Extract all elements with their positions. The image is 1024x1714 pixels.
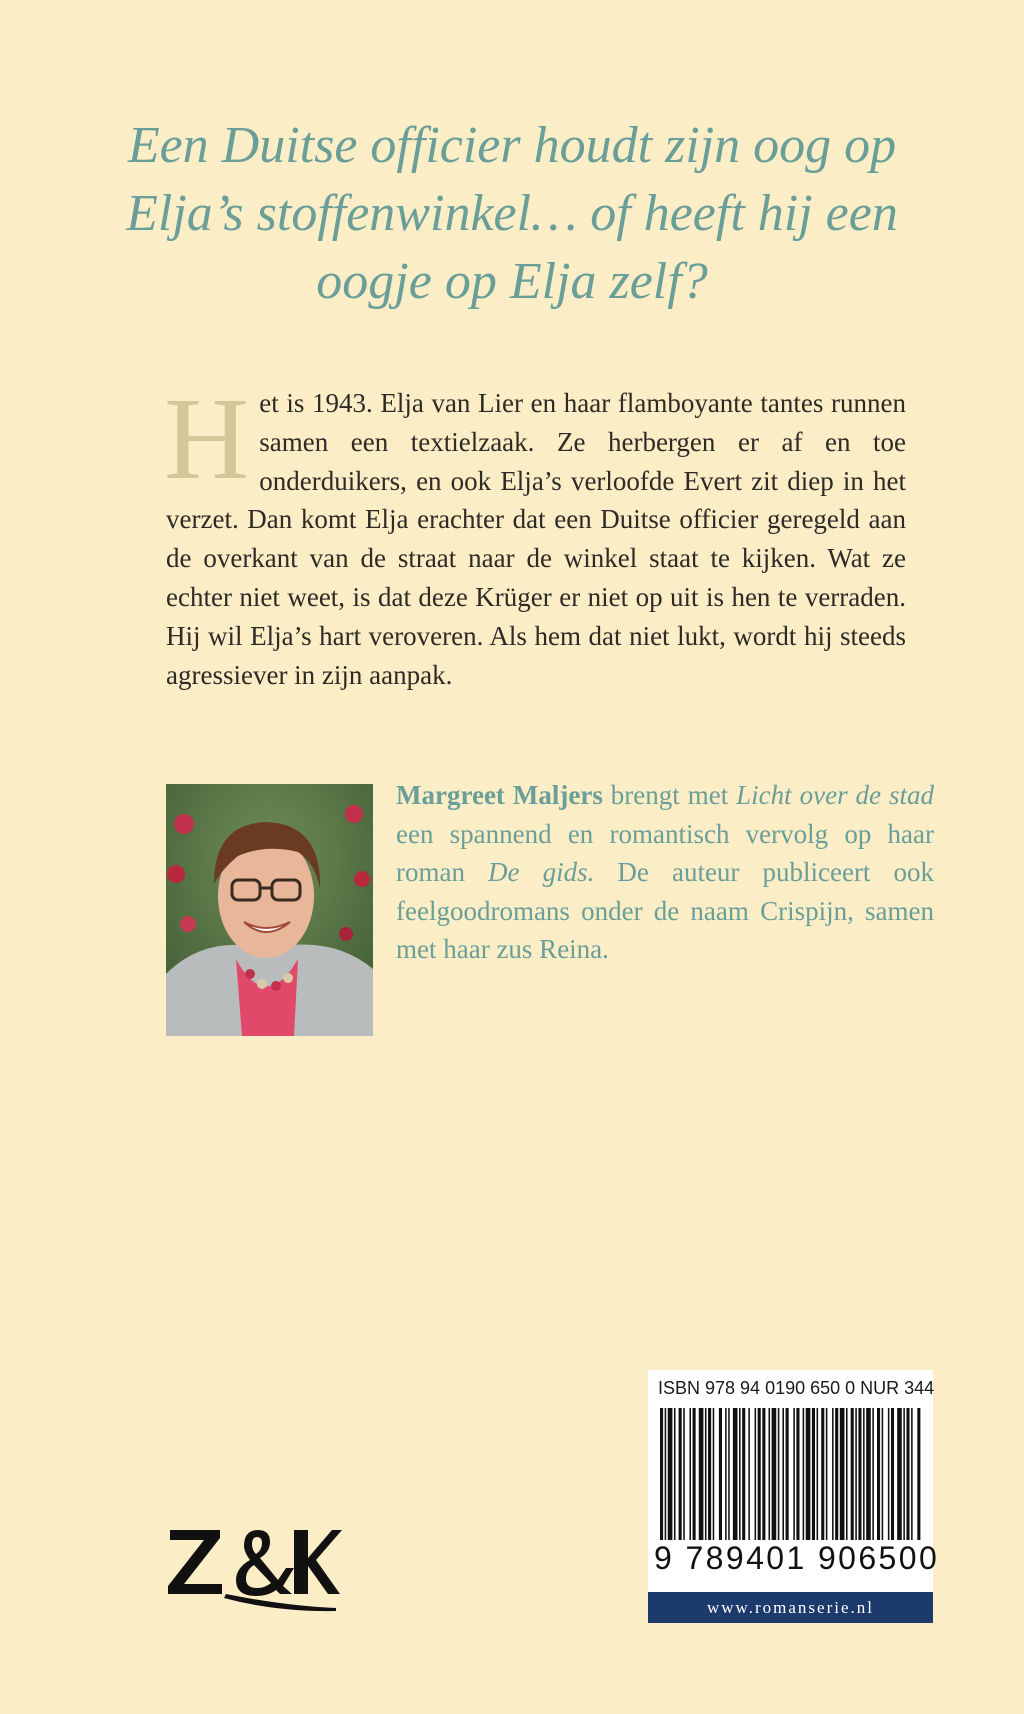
barcode-bar xyxy=(689,1408,691,1540)
website-url[interactable]: www.romanserie.nl xyxy=(648,1592,933,1623)
barcode-bar xyxy=(733,1408,738,1540)
book-title: Licht over de stad xyxy=(736,780,934,810)
barcode-bar xyxy=(793,1408,795,1540)
barcode-bar xyxy=(897,1408,902,1540)
barcode-bar xyxy=(888,1408,890,1540)
barcode-bar xyxy=(832,1408,834,1540)
drop-cap-letter: H xyxy=(164,373,250,504)
barcode-bar xyxy=(660,1408,663,1540)
barcode-bar xyxy=(778,1408,780,1540)
barcode-bar xyxy=(748,1408,750,1540)
barcode-bar xyxy=(817,1408,819,1540)
barcode-bar xyxy=(855,1408,857,1540)
author-photo xyxy=(166,784,373,1036)
barcode-panel xyxy=(648,1370,940,1623)
author-bio xyxy=(396,776,934,969)
barcode-bar xyxy=(846,1408,848,1540)
book-blurb xyxy=(164,373,906,694)
previous-book-title: De gids. xyxy=(488,857,595,887)
barcode-bar xyxy=(769,1408,771,1540)
barcode-bar xyxy=(786,1408,789,1540)
barcode-bar xyxy=(708,1408,711,1540)
barcode-bar xyxy=(872,1408,874,1540)
barcode-bar xyxy=(812,1408,815,1540)
barcode-bar xyxy=(728,1408,730,1540)
author-name: Margreet Maljers xyxy=(396,780,603,810)
barcode-bar xyxy=(863,1408,865,1540)
barcode-bar xyxy=(835,1408,838,1540)
barcode-bar xyxy=(806,1408,811,1540)
barcode-bar xyxy=(911,1408,913,1540)
barcode-bar xyxy=(891,1408,894,1540)
blurb-text: et is 1943. Elja van Lier en haar flamboyante tantes runnen samen een textielzaak. Ze herbergen er af en toe onderduikers, en ook Elja’s verloofde Evert zit diep in het verzet. Dan komt Elja erachter dat een Duitse officier geregeld aan de overkant van de straat naar de winkel staat te kijken. Wat ze echter niet weet, is dat deze Krüger er niet op uit is hen te verraden. Hij wil Elja’s hart veroveren. Als hem dat niet lukt, wordt hij steeds agressiever in zijn aanpak. xyxy=(166,388,906,690)
barcode-bar xyxy=(758,1408,761,1540)
barcode-bar xyxy=(679,1408,682,1540)
barcode-bar xyxy=(755,1408,757,1540)
cover-tagline: Een Duitse officier houdt zijn oog op Elja’s stoffenwinkel… of heeft hij een oogje op Elja zelf? xyxy=(126,117,898,310)
bio-text-3: De auteur publiceert ook feelgoodromans onder de naam Crispijn, samen met haar zus Reina. xyxy=(396,857,934,964)
publisher-logo xyxy=(166,1520,342,1615)
barcode-bar xyxy=(762,1408,765,1540)
barcode-bar xyxy=(665,1408,667,1540)
barcode-bar xyxy=(693,1408,696,1540)
barcode-bar xyxy=(725,1408,727,1540)
barcode-bar xyxy=(877,1408,880,1540)
barcode-bar xyxy=(866,1408,871,1540)
barcode-bar xyxy=(821,1408,824,1540)
barcode-bar xyxy=(858,1408,861,1540)
barcode-bar xyxy=(668,1408,673,1540)
barcode-bar xyxy=(772,1408,777,1540)
barcode-bar xyxy=(917,1408,920,1540)
barcode-bar xyxy=(882,1408,884,1540)
bio-text-1: brengt met xyxy=(602,780,737,810)
barcode-bar xyxy=(699,1408,704,1540)
barcode-bar xyxy=(674,1408,676,1540)
barcode-bar xyxy=(742,1408,745,1540)
barcode-bar xyxy=(796,1408,799,1540)
barcode-bar xyxy=(826,1408,828,1540)
barcode-bar xyxy=(851,1408,854,1540)
isbn-text: ISBN 978 94 0190 650 0 NUR 344 xyxy=(658,1378,935,1398)
barcode-bar xyxy=(719,1408,722,1540)
barcode-bar xyxy=(739,1408,741,1540)
barcode-bar xyxy=(705,1408,707,1540)
barcode-bar xyxy=(906,1408,909,1540)
barcode-bars xyxy=(660,1408,922,1540)
bio-text-2: een spannend en romantisch vervolg op haar roman xyxy=(396,818,934,887)
barcode-bar xyxy=(683,1408,685,1540)
barcode-digits: 9 789401 906500 xyxy=(654,1540,940,1576)
barcode-bar xyxy=(782,1408,784,1540)
barcode-bar xyxy=(840,1408,845,1540)
barcode-bar xyxy=(713,1408,715,1540)
barcode-bar xyxy=(903,1408,905,1540)
barcode-bar xyxy=(803,1408,805,1540)
